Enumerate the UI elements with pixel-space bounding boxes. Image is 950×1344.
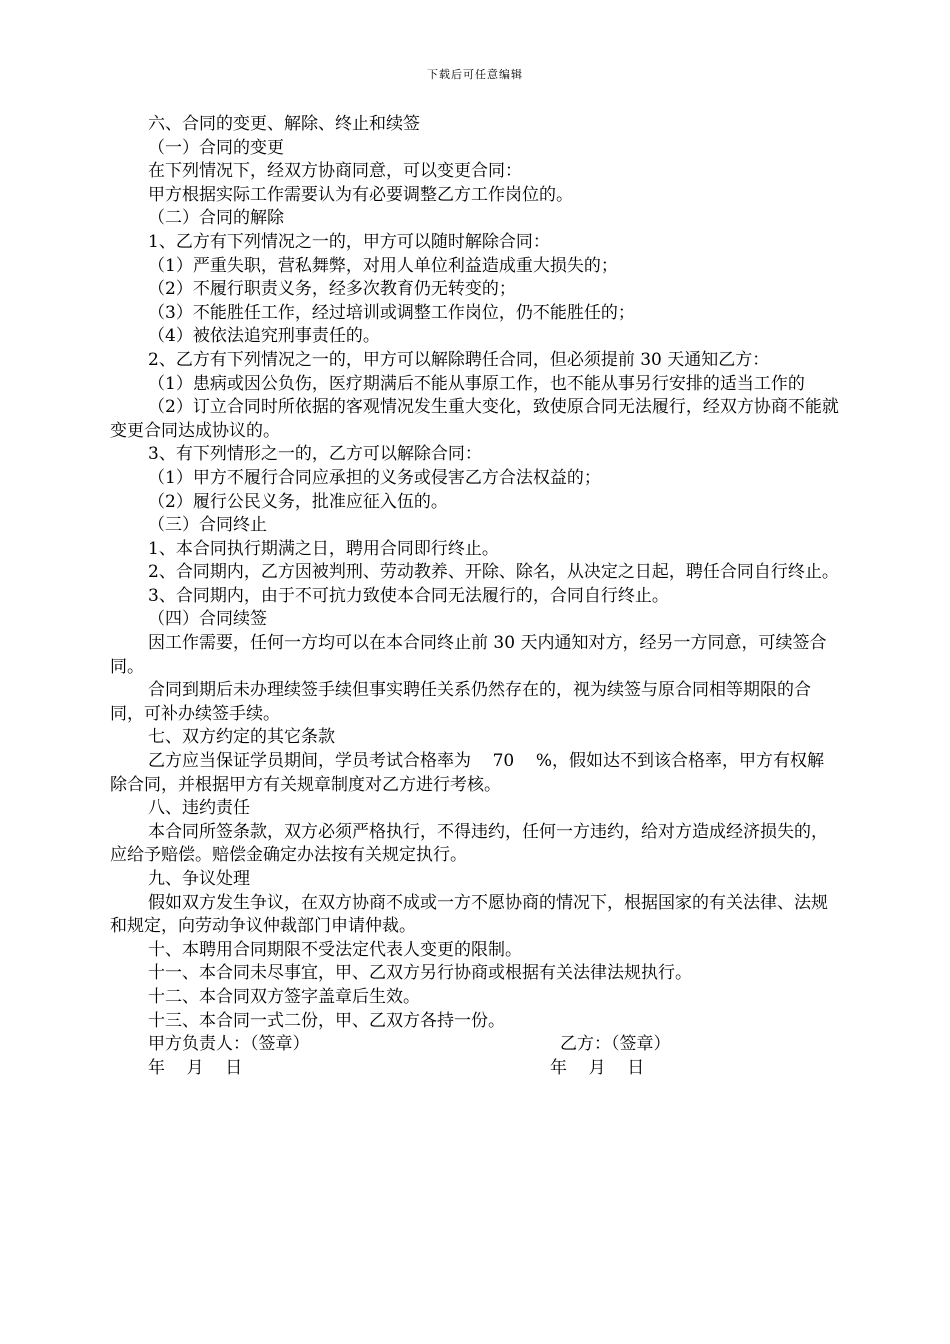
subsection-heading: （一）合同的变更 xyxy=(148,137,284,158)
list-item: （4）被依法追究刑事责任的。 xyxy=(148,326,380,347)
section-heading: 十二、本合同双方签字盖章后生效。 xyxy=(148,986,420,1007)
date-row xyxy=(110,1057,840,1081)
paragraph: 合同到期后未办理续签手续但事实聘任关系仍然存在的，视为续签与原合同相等期限的合同，可补办续签手续。 xyxy=(110,680,811,724)
paragraph: 假如双方发生争议，在双方协商不成或一方不愿协商的情况下，根据国家的有关法律、法规和规定，向劳动争议仲裁部门申请仲裁。 xyxy=(110,892,828,937)
party-b-date: 年 月 日 xyxy=(550,1057,645,1078)
section-heading: 八、违约责任 xyxy=(148,798,250,819)
section-heading: 十、本聘用合同期限不受法定代表人变更的限制。 xyxy=(148,939,522,960)
section-heading: 六、合同的变更、解除、终止和续签 xyxy=(148,114,420,134)
page-header: 下载后可任意编辑 xyxy=(427,68,523,81)
paragraph: 甲方根据实际工作需要认为有必要调整乙方工作岗位的。 xyxy=(148,184,573,205)
list-item: （3）不能胜任工作，经过培训或调整工作岗位，仍不能胜任的； xyxy=(148,302,635,323)
party-a-signature: 甲方负责人：（签章） xyxy=(148,1034,310,1055)
party-b-signature: 乙方：（签章） xyxy=(560,1034,671,1055)
paragraph: 3、合同期内，由于不可抗力致使本合同无法履行的，合同自行终止。 xyxy=(148,585,669,606)
subsection-heading: （三）合同终止 xyxy=(148,515,267,536)
paragraph: 本合同所签条款，双方必须严格执行，不得违约，任何一方违约，给对方造成经济损失的，应给予赔偿。赔偿金确定办法按有关规定执行。 xyxy=(110,821,828,866)
section-heading: 十三、本合同一式二份，甲、乙双方各持一份。 xyxy=(148,1010,505,1031)
paragraph: 1、本合同执行期满之日，聘用合同即行终止。 xyxy=(148,538,499,559)
party-a-date: 年 月 日 xyxy=(148,1057,243,1078)
list-item: （1）患病或因公负伤，医疗期满后不能从事原工作，也不能从事另行安排的适当工作的 xyxy=(148,373,805,394)
list-item: （2）履行公民义务，批准应征入伍的。 xyxy=(148,491,448,512)
list-item: （1）甲方不履行合同应承担的义务或侵害乙方合法权益的； xyxy=(148,467,601,488)
list-item: （2）订立合同时所依据的客观情况发生重大变化，致使原合同无法履行，经双方协商不能就变更合同达成协议的。 xyxy=(110,397,839,441)
paragraph: 2、乙方有下列情况之一的，甲方可以解除聘任合同，但必须提前 30 天通知乙方： xyxy=(148,349,770,370)
subsection-heading: （四）合同续签 xyxy=(148,609,267,630)
section-heading: 九、争议处理 xyxy=(148,869,250,889)
paragraph: 2、合同期内，乙方因被判刑、劳动教养、开除、除名，从决定之日起，聘任合同自行终止。 xyxy=(148,562,839,583)
paragraph: 在下列情况下，经双方协商同意，可以变更合同： xyxy=(148,161,522,182)
paragraph: 1、乙方有下列情况之一的，甲方可以随时解除合同： xyxy=(148,231,550,252)
subsection-heading: （二）合同的解除 xyxy=(148,208,284,229)
list-item: （1）严重失职，营私舞弊，对用人单位利益造成重大损失的； xyxy=(148,255,618,276)
section-heading: 七、双方约定的其它条款 xyxy=(148,727,335,748)
paragraph: 3、有下列情形之一的，乙方可以解除合同： xyxy=(148,444,482,465)
list-item: （2）不履行职责义务，经多次教育仍无转变的； xyxy=(148,279,516,300)
section-heading: 十一、本合同未尽事宜，甲、乙双方另行协商或根据有关法律法规执行。 xyxy=(148,963,692,984)
paragraph: 乙方应当保证学员期间，学员考试合格率为 70 %，假如达不到该合格率，甲方有权解除合同，并根据甲方有关规章制度对乙方进行考核。 xyxy=(110,751,825,795)
paragraph: 因工作需要，任何一方均可以在本合同终止前 30 天内通知对方，经另一方同意，可续签合同。 xyxy=(110,633,827,677)
contract-body xyxy=(110,113,840,1080)
signature-row xyxy=(110,1033,840,1057)
